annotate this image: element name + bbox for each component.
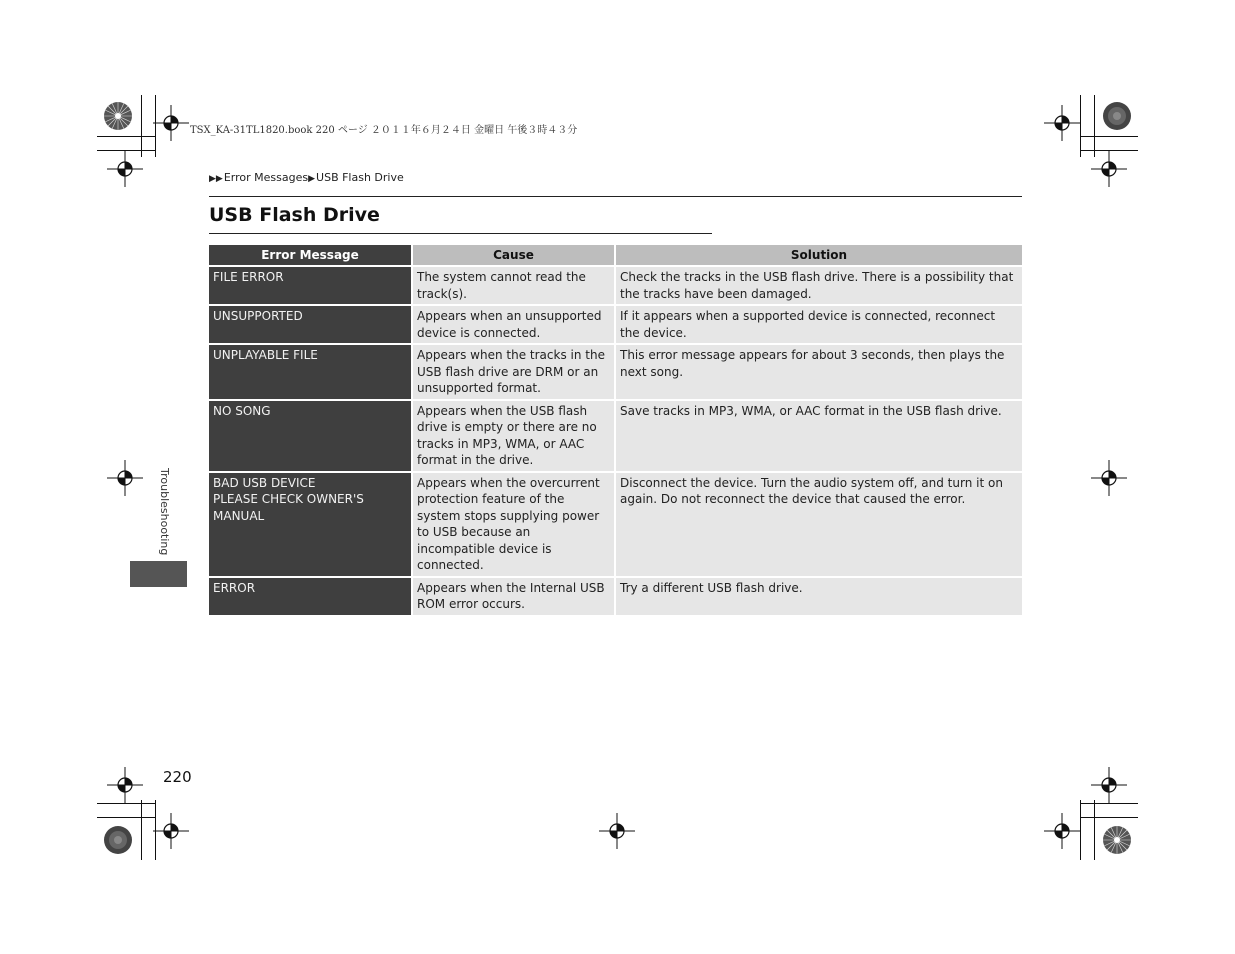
registration-target-icon xyxy=(1044,105,1080,141)
table-row xyxy=(209,267,1022,304)
cause-cell: Appears when the Internal USB ROM error occurs. xyxy=(413,578,614,615)
crop-mark xyxy=(141,800,142,860)
column-header-solution: Solution xyxy=(616,245,1022,265)
column-header-cause: Cause xyxy=(413,245,614,265)
solution-cell: Disconnect the device. Turn the audio system off, and turn it on again. Do not reconnect the device that caused the error. xyxy=(616,473,1022,576)
registration-target-icon xyxy=(153,105,189,141)
crop-mark xyxy=(1080,817,1138,818)
solution-cell: Save tracks in MP3, WMA, or AAC format in the USB flash drive. xyxy=(616,401,1022,471)
registration-target-icon xyxy=(153,813,189,849)
registration-rosette-icon xyxy=(1102,825,1132,855)
solution-cell: If it appears when a supported device is connected, reconnect the device. xyxy=(616,306,1022,343)
crop-mark xyxy=(1080,800,1081,860)
error-message-cell: UNPLAYABLE FILE xyxy=(209,345,411,399)
cause-cell: The system cannot read the track(s). xyxy=(413,267,614,304)
solution-cell: Try a different USB flash drive. xyxy=(616,578,1022,615)
registration-target-icon xyxy=(1091,767,1127,803)
crop-mark xyxy=(1094,800,1095,860)
registration-rosette-icon xyxy=(103,101,133,131)
breadcrumb-parent-link[interactable]: Error Messages xyxy=(223,171,309,184)
crop-mark xyxy=(141,95,142,157)
crop-mark xyxy=(97,136,155,137)
registration-rosette-icon xyxy=(103,825,133,855)
cause-cell: Appears when the tracks in the USB flash drive are DRM or an unsupported format. xyxy=(413,345,614,399)
title-rule xyxy=(209,233,712,234)
table-row xyxy=(209,345,1022,399)
page-number: 220 xyxy=(163,768,192,786)
error-message-cell: ERROR xyxy=(209,578,411,615)
cause-cell: Appears when an unsupported device is connected. xyxy=(413,306,614,343)
registration-target-icon xyxy=(107,460,143,496)
cause-cell: Appears when the overcurrent protection feature of the system stops supplying power to USB because an incompatible device is connected. xyxy=(413,473,614,576)
error-message-cell: FILE ERROR xyxy=(209,267,411,304)
crop-mark xyxy=(97,803,155,804)
registration-target-icon xyxy=(1044,813,1080,849)
page-title: USB Flash Drive xyxy=(209,204,380,226)
registration-target-icon xyxy=(107,151,143,187)
section-side-tab[interactable] xyxy=(130,561,187,587)
error-message-line: BAD USB DEVICE xyxy=(213,475,316,490)
registration-target-icon xyxy=(107,767,143,803)
section-side-label: Troubleshooting xyxy=(158,468,171,556)
print-header: TSX_KA-31TL1820.book 220 ページ ２０１１年６月２４日 金曜日 午後３時４３分 xyxy=(190,125,578,136)
error-message-cell: UNSUPPORTED xyxy=(209,306,411,343)
solution-cell: This error message appears for about 3 seconds, then plays the next song. xyxy=(616,345,1022,399)
error-message-cell xyxy=(209,473,411,576)
registration-rosette-icon xyxy=(1102,101,1132,131)
error-message-line: PLEASE CHECK OWNER'S MANUAL xyxy=(213,492,364,523)
breadcrumb xyxy=(209,171,404,184)
registration-target-icon xyxy=(1091,151,1127,187)
registration-target-icon xyxy=(1091,460,1127,496)
crop-mark xyxy=(97,817,155,818)
crop-mark xyxy=(1080,803,1138,804)
table-row xyxy=(209,473,1022,576)
table-row xyxy=(209,401,1022,471)
table-row xyxy=(209,578,1022,615)
error-message-table xyxy=(207,243,1024,617)
solution-cell: Check the tracks in the USB flash drive. There is a possibility that the tracks have been damaged. xyxy=(616,267,1022,304)
cause-cell: Appears when the USB flash drive is empty or there are no tracks in MP3, WMA, or AAC format in the drive. xyxy=(413,401,614,471)
header-rule xyxy=(209,196,1022,197)
breadcrumb-current: USB Flash Drive xyxy=(316,171,404,184)
table-header-row xyxy=(209,245,1022,265)
crop-mark xyxy=(1094,95,1095,157)
column-header-error-message: Error Message xyxy=(209,245,411,265)
table-row xyxy=(209,306,1022,343)
crop-mark xyxy=(1080,136,1138,137)
registration-target-icon xyxy=(599,813,635,849)
breadcrumb-arrow-icon: ▶ xyxy=(308,174,316,184)
error-message-cell: NO SONG xyxy=(209,401,411,471)
crop-mark xyxy=(1080,95,1081,157)
breadcrumb-arrow-icon: ▶▶ xyxy=(209,174,223,184)
